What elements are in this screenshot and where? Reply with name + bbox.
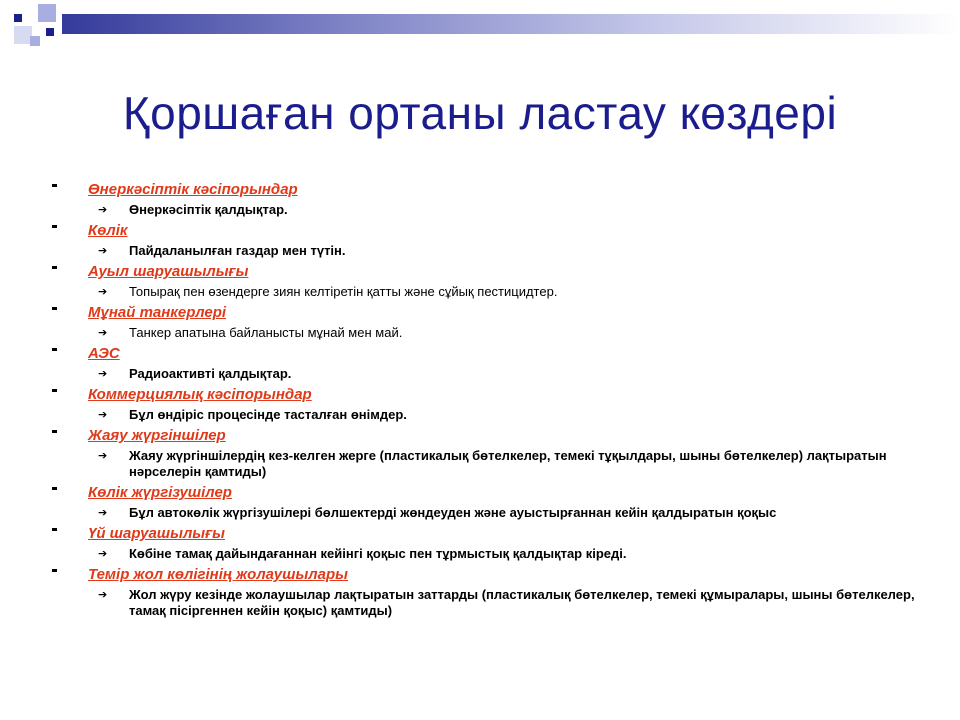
list-item [46,222,946,263]
arrow-bullet-icon: ➔ [98,326,108,339]
source-detail: Радиоактивті қалдықтар. [129,366,292,381]
source-category: Темір жол көлігінің жолаушылары [88,566,348,583]
source-detail: Жол жүру кезінде жолаушылар лақтыратын заттарды (пластикалық бөтелкелер, темекі құмыралары, шыны бөтелкелер, тамақ пісіргеннен кейін қоқыс) қамтиды) [129,587,915,618]
list-item [46,566,946,623]
source-detail: Пайдаланылған газдар мен түтін. [129,243,346,258]
source-category: Мұнай танкерлері [88,304,227,321]
source-detail: Өнеркәсіптік қалдықтар. [129,202,288,217]
list-item [46,525,946,566]
source-category: Үй шаруашылығы [88,525,225,542]
decor-square-navy-small [46,28,54,36]
source-category: Ауыл шаруашылығы [88,263,249,280]
arrow-bullet-icon: ➔ [98,285,108,298]
bullet-marker [52,225,57,228]
source-category: Жаяу жүргіншілер [88,427,226,444]
slide-title: Қоршаған ортаны ластау көздері [122,87,838,139]
arrow-bullet-icon: ➔ [98,588,108,601]
list-item [46,386,946,427]
header-gradient-band [62,14,960,34]
decor-square-navy [14,14,22,22]
list-item [46,263,946,304]
arrow-bullet-icon: ➔ [98,408,108,421]
source-detail: Бұл өндіріс процесінде тасталған өнімдер. [129,407,407,422]
bullet-marker [52,430,57,433]
list-item [46,427,946,484]
source-category: Өнеркәсіптік кәсіпорындар [88,181,298,198]
source-detail: Бұл автокөлік жүргізушілері бөлшектерді жөндеуден және ауыстырғаннан кейін қалдыратын қоқыс [129,505,777,520]
source-category: Көлік [88,222,128,239]
source-category: Көлік жүргізушілер [88,484,232,501]
bullet-marker [52,348,57,351]
bullet-marker [52,266,57,269]
source-detail: Жаяу жүргіншілердің кез-келген жерге (пластикалық бөтелкелер, темекі тұқылдары, шыны бөтелкелер) лақтыратын нәрселерін қамтиды) [129,448,887,479]
list-item [46,484,946,525]
list-item [46,181,946,222]
source-detail: Көбіне тамақ дайындағаннан кейінгі қоқыс пен тұрмыстық қалдықтар кіреді. [129,546,627,561]
pollution-sources-list [46,181,946,623]
bullet-marker [52,184,57,187]
bullet-marker [52,528,57,531]
decor-square-lavender-small [30,36,40,46]
arrow-bullet-icon: ➔ [98,244,108,257]
arrow-bullet-icon: ➔ [98,449,108,462]
decor-square-lavender [38,4,56,22]
arrow-bullet-icon: ➔ [98,367,108,380]
bullet-marker [52,389,57,392]
arrow-bullet-icon: ➔ [98,506,108,519]
source-detail: Танкер апатына байланысты мұнай мен май. [129,325,403,340]
source-category: АЭС [88,345,120,362]
bullet-marker [52,307,57,310]
bullet-marker [52,569,57,572]
arrow-bullet-icon: ➔ [98,203,108,216]
list-item [46,304,946,345]
arrow-bullet-icon: ➔ [98,547,108,560]
bullet-marker [52,487,57,490]
list-item [46,345,946,386]
source-detail: Топырақ пен өзендерге зиян келтіретін қатты және сұйық пестицидтер. [129,284,558,299]
source-category: Коммерциялық кәсіпорындар [88,386,312,403]
